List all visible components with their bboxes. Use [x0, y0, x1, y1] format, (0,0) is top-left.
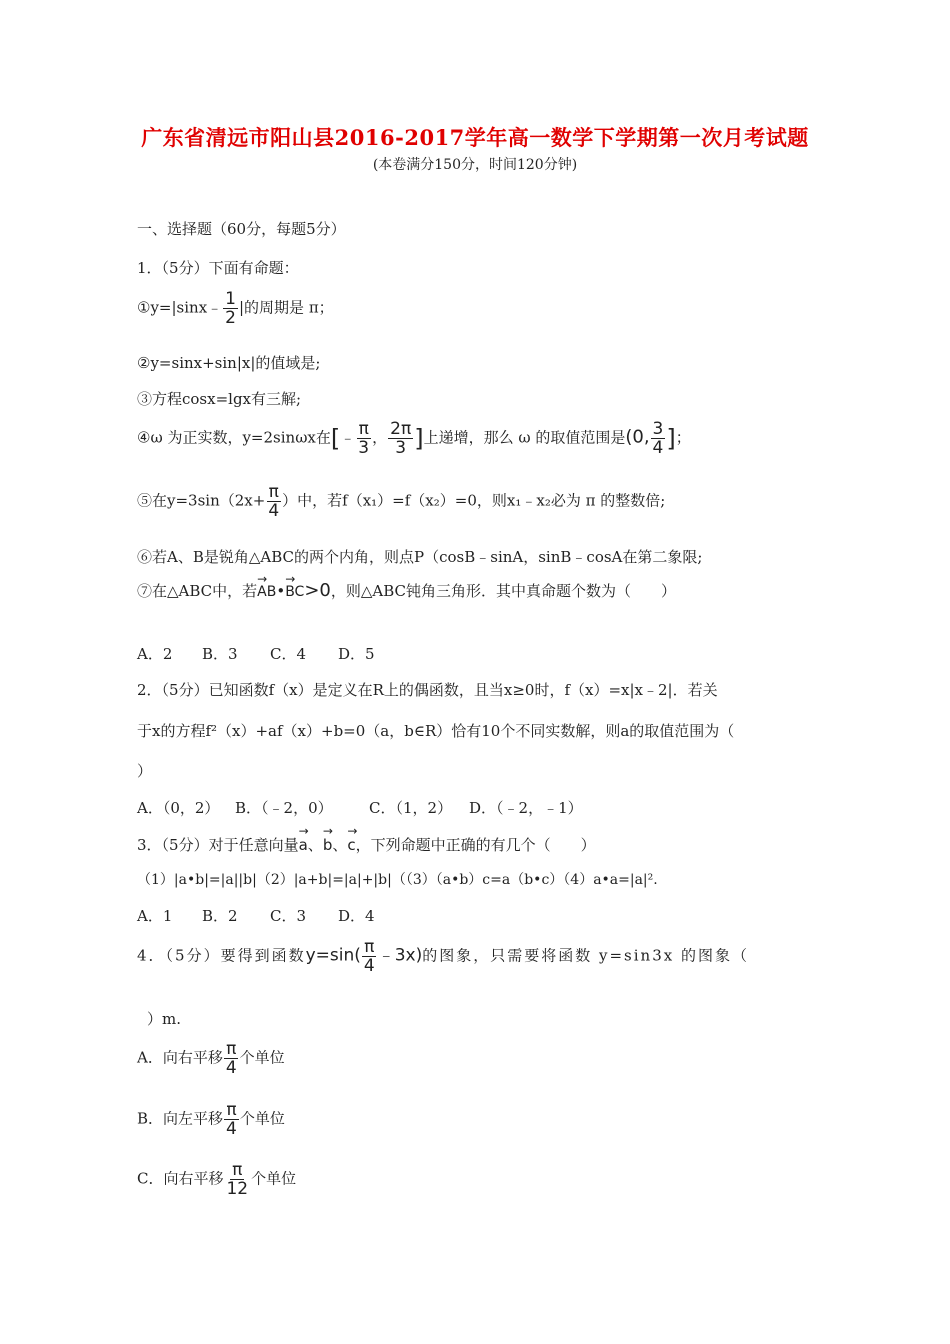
q1-s4-minus: ﹣	[340, 428, 356, 447]
q3-vector-a: → a	[299, 832, 308, 854]
q1-option-c[interactable]: C．4	[270, 645, 307, 663]
q4-opt-b-pre: B．向左平移	[137, 1109, 224, 1128]
q1-s7-pre: ⑦在△ABC中，若	[137, 582, 258, 600]
q2-line-2: 于x的方程f²（x）+af（x）+b=0（a，b∈R）恰有10个不同实数解，则a的取值范围为（	[137, 722, 735, 740]
q1-s4-mid: 上递增，那么 ω 的取值范围是	[423, 428, 626, 447]
q1-s4-end: ；	[675, 428, 691, 447]
q4-func-pre: y=sin(	[305, 945, 361, 966]
q2-options	[137, 797, 583, 818]
q4-opt-b-post: 个单位	[239, 1109, 285, 1128]
q1-s7-vector-bc: → BC	[285, 580, 304, 600]
section-heading: 一、选择题（60分，每题5分）	[137, 220, 346, 238]
q1-statement-5	[137, 483, 665, 520]
q4-func-num: π	[364, 937, 375, 957]
q2-option-b[interactable]: B．（﹣2，0）	[235, 799, 333, 817]
q1-option-b[interactable]: B．3	[202, 645, 238, 663]
q4-opt-c-den: 12	[226, 1179, 249, 1199]
q4-opt-a-den: 4	[225, 1058, 237, 1078]
q1-s5-den: 4	[268, 501, 280, 521]
q3-option-c[interactable]: C．3	[270, 907, 307, 925]
q4-func-post: ﹣3x)	[377, 945, 423, 966]
q4-opt-a-post: 个单位	[239, 1048, 285, 1067]
q1-s4-f2-num: 2π	[390, 419, 412, 439]
q1-s5-post: ）中，若f（x₁）=f（x₂）=0，则x₁﹣x₂必为 π 的整数倍;	[282, 491, 666, 510]
q3-options	[137, 905, 375, 926]
q1-s4-range-l: (0,	[625, 426, 650, 448]
q1-s4-comma: ，	[372, 428, 388, 447]
q3-option-a[interactable]: A．1	[137, 907, 173, 925]
q4-func-fraction	[362, 938, 377, 975]
q3-stem: 3．（5分）对于任意向量→ a、→ b、→ c，下列命题中正确的有几个（ ）	[137, 832, 596, 855]
q2-line-1: 2．（5分）已知函数f（x）是定义在R上的偶函数，且当x≥0时，f（x）=x|x﹣2|．若关	[137, 681, 718, 699]
q4-stem-post: 的图象，只需要将函数 y=sin3x 的图象（	[422, 946, 749, 965]
q1-s4-fraction-1	[356, 420, 371, 457]
q2-option-d[interactable]: D．（﹣2，﹣1）	[469, 799, 583, 817]
q4-opt-a-pre: A．向右平移	[137, 1048, 223, 1067]
q3-items: （1）|a•b|=|a||b|（2）|a+b|=|a|+|b|（（3）（a•b）c=a（b•c）（4）a•a=|a|².	[137, 872, 658, 888]
q4-line-2: ）m.	[147, 1010, 181, 1028]
q1-s1-fraction	[223, 290, 238, 327]
q4-opt-b-num: π	[226, 1100, 237, 1120]
q1-s4-fraction-3	[651, 420, 666, 457]
q1-s4-bracket-r: ]	[414, 424, 424, 453]
q3-vector-c: → c	[347, 832, 355, 854]
q4-opt-b-fraction	[224, 1101, 239, 1138]
q4-option-a[interactable]	[137, 1040, 285, 1077]
q1-s4-fraction-2	[388, 420, 413, 457]
q1-s4-f3-num: 3	[652, 419, 664, 439]
q3-vector-b: → b	[323, 832, 333, 854]
q1-s4-f2-den: 3	[395, 438, 407, 458]
q1-s1-num: 1	[225, 289, 236, 309]
q4-stem-pre: 4．（5分）要得到函数	[137, 946, 306, 965]
q1-s4-range-r: ]	[666, 424, 676, 453]
q4-stem	[137, 938, 749, 975]
q4-opt-c-num: π	[232, 1160, 243, 1180]
q1-s4-f3-den: 4	[652, 438, 664, 458]
q1-s4-f1-den: 3	[358, 438, 370, 458]
q4-opt-c-post: 个单位	[251, 1169, 297, 1188]
q1-option-d[interactable]: D．5	[338, 645, 375, 663]
q1-s7-post: ，则△ABC钝角三角形．其中真命题个数为（ ）	[330, 582, 677, 600]
q1-s4-pre: ④ω 为正实数，y=2sinωx在	[137, 428, 331, 447]
q3-option-d[interactable]: D．4	[338, 907, 375, 925]
q4-opt-a-num: π	[226, 1039, 237, 1059]
q1-statement-2: ②y=sinx+sin|x|的值域是;	[137, 354, 321, 372]
q1-s7-dot: •	[276, 582, 286, 600]
page-subtitle: (本卷满分150分，时间120分钟)	[372, 157, 578, 173]
q1-statement-1	[137, 290, 334, 327]
q1-statement-4	[137, 420, 691, 457]
q1-s1-pre: ①y=|sinx﹣	[137, 298, 223, 317]
q4-option-b[interactable]	[137, 1101, 285, 1138]
q4-option-c[interactable]	[137, 1161, 296, 1198]
q1-s4-f1-num: π	[358, 419, 369, 439]
q2-line-3: ）	[137, 762, 153, 780]
q1-s1-den: 2	[225, 308, 236, 328]
q1-statement-6: ⑥若A、B是锐角△ABC的两个内角，则点P（cosB﹣sinA，sinB﹣cosA在第二象限;	[137, 548, 703, 566]
q1-statement-7	[137, 580, 676, 601]
q1-s5-num: π	[268, 482, 279, 502]
q1-statement-3: ③方程cosx=lgx有三解;	[137, 390, 302, 408]
q1-option-a[interactable]: A．2	[137, 645, 173, 663]
q1-s1-post: |的周期是 π；	[239, 298, 334, 317]
q4-func-den: 4	[363, 956, 375, 976]
q4-opt-c-fraction	[224, 1161, 250, 1198]
q1-s4-bracket-l: [	[330, 424, 341, 453]
q1-s5-fraction	[266, 483, 281, 520]
q3-option-b[interactable]: B．2	[202, 907, 238, 925]
q1-stem: 1．（5分）下面有命题：	[137, 259, 299, 277]
q1-s7-vector-ab: → AB	[257, 580, 276, 600]
q4-opt-a-fraction	[224, 1040, 239, 1077]
q4-opt-c-pre: C．向右平移	[137, 1169, 224, 1188]
q2-option-c[interactable]: C．（1，2）	[369, 799, 453, 817]
q3-stem-pre: 3．（5分）对于任意向量	[137, 836, 299, 854]
q3-stem-post: ，下列命题中正确的有几个（ ）	[355, 836, 596, 854]
q2-option-a[interactable]: A．（0，2）	[137, 799, 220, 817]
page-title: 广东省清远市阳山县2016-2017学年高一数学下学期第一次月考试题	[141, 125, 809, 150]
q1-s5-pre: ⑤在y=3sin（2x+	[137, 491, 266, 510]
q4-opt-b-den: 4	[226, 1119, 237, 1139]
q1-options	[137, 643, 375, 664]
q1-s7-gt: >0	[304, 580, 331, 601]
